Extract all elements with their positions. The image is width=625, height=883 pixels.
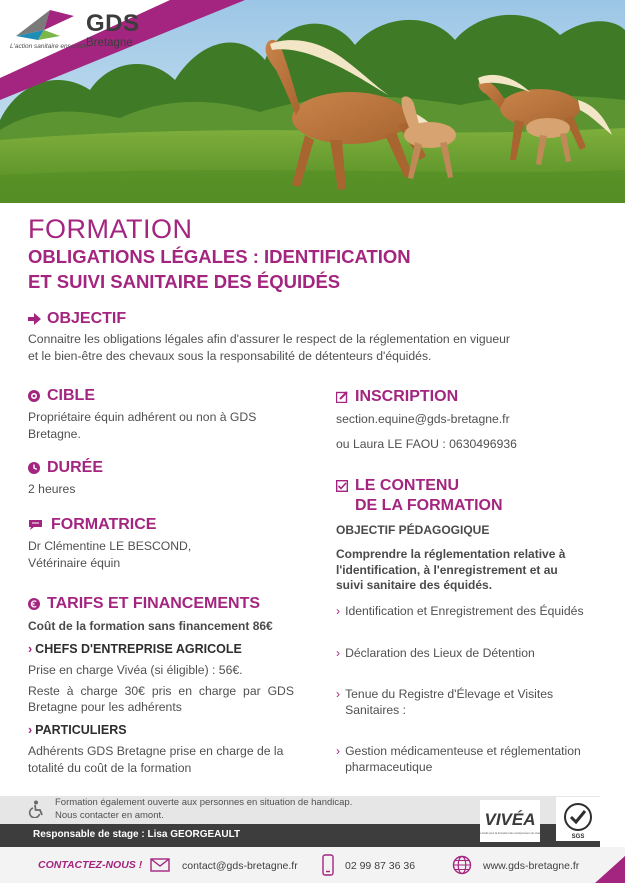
globe-icon <box>452 855 472 875</box>
sgs-certification-logo <box>556 797 600 841</box>
gds-logo-icon <box>10 6 78 44</box>
clock-icon <box>28 458 42 478</box>
page-title-line2: ET SUIVI SANITAIRE DES ÉQUIDÉS <box>28 271 341 292</box>
particuliers-text: Adhérents GDS Bretagne prise en charge de la totalité du coût de la formation <box>28 744 284 775</box>
cible-text: Propriétaire équin adhérent ou non à GDS Bretagne. <box>28 410 257 441</box>
chevron-right-icon: › <box>336 604 341 618</box>
chevron-right-icon: › <box>336 646 341 660</box>
speech-icon <box>28 515 46 535</box>
tarifs-cost: Coût de la formation sans financement 86€ <box>28 619 273 633</box>
section-duree-heading: DURÉE <box>28 458 103 478</box>
sgs-logo-text: SGS <box>571 834 585 840</box>
chefs-heading: › CHEFS D'ENTREPRISE AGRICOLE <box>28 642 242 656</box>
page-kicker: FORMATION <box>28 214 193 244</box>
logo-tagline: L'action sanitaire ensemble <box>10 43 89 50</box>
duree-text: 2 heures <box>28 482 76 496</box>
logo-name: GDS <box>86 10 140 37</box>
section-cible-heading: CIBLE <box>28 386 95 406</box>
list-item: › Déclaration des Lieux de Détention <box>336 646 535 660</box>
chevron-right-icon: › <box>336 744 341 758</box>
hero-banner <box>0 0 625 203</box>
euro-icon <box>28 594 42 614</box>
section-formatrice-heading: FORMATRICE <box>28 515 156 535</box>
contact-phone[interactable]: 02 99 87 36 36 <box>345 860 416 872</box>
page-title-line1: OBLIGATIONS LÉGALES : IDENTIFICATION <box>28 246 411 267</box>
corner-accent <box>595 856 625 883</box>
responsable-text: Responsable de stage : Lisa GEORGEAULT <box>33 829 241 840</box>
target-icon <box>28 386 42 406</box>
contenu-goal: Comprendre la réglementation relative à l'identification, à l'enregistrement et au suivi sanitaire des équidés. <box>336 547 566 592</box>
wheelchair-icon <box>28 800 46 818</box>
vivea-logo-text: VIVÉA <box>484 810 536 829</box>
chefs-line1: Prise en charge Vivéa (si éligible) : 56€. <box>28 663 243 677</box>
contact-website[interactable]: www.gds-bretagne.fr <box>483 860 580 872</box>
inscription-email[interactable]: section.equine@gds-bretagne.fr <box>336 412 510 426</box>
list-item: › Identification et Enregistrement des Équidés <box>336 604 584 618</box>
chefs-line2: Reste à charge 30€ pris en charge par GDS <box>28 684 294 698</box>
contenu-objectif-label: OBJECTIF PÉDAGOGIQUE <box>336 523 490 537</box>
arrow-right-icon <box>28 309 42 329</box>
objectif-text: Connaitre les obligations légales afin d'assurer le respect de la réglementation en vigueur et le bien-être des chevaux sous la responsabilité de détenteurs d'équidés. <box>28 332 510 363</box>
chevron-right-icon: › <box>28 642 33 656</box>
handicap-text: Formation également ouverte aux personnes en situation de handicap. Nous contacter en amont. <box>55 797 353 821</box>
section-tarifs-heading: TARIFS ET FINANCEMENTS <box>28 594 260 614</box>
section-objectif-heading: OBJECTIF <box>28 309 126 329</box>
envelope-icon <box>150 858 170 872</box>
chevron-right-icon: › <box>336 687 341 701</box>
edit-icon <box>336 387 350 407</box>
page-title <box>28 244 411 294</box>
section-inscription-heading: INSCRIPTION <box>336 387 458 407</box>
inscription-alt: ou Laura LE FAOU : 0630496936 <box>336 437 517 451</box>
phone-icon <box>322 854 334 876</box>
section-contenu-heading: LE CONTENU DE LA FORMATION <box>336 476 503 516</box>
vivea-logo-subtext: Le fonds pour la formation des entrepreneurs du vivant <box>480 832 540 835</box>
contact-label: CONTACTEZ-NOUS ! <box>38 859 143 871</box>
vivea-logo <box>480 800 540 842</box>
formatrice-text: Dr Clémentine LE BESCOND, Vétérinaire équin <box>28 539 192 570</box>
contact-email[interactable]: contact@gds-bretagne.fr <box>182 860 298 872</box>
chefs-line3: Bretagne pour les adhérents <box>28 700 182 714</box>
list-item: › Gestion médicamenteuse et réglementation pharmaceutique <box>336 744 581 774</box>
gds-logo[interactable] <box>0 0 160 62</box>
checkbox-icon <box>336 476 350 496</box>
chevron-right-icon: › <box>28 723 33 737</box>
list-item: › Tenue du Registre d'Élevage et Visites Sanitaires : <box>336 687 554 717</box>
logo-region: Bretagne <box>86 37 133 49</box>
particuliers-heading: › PARTICULIERS <box>28 723 127 737</box>
